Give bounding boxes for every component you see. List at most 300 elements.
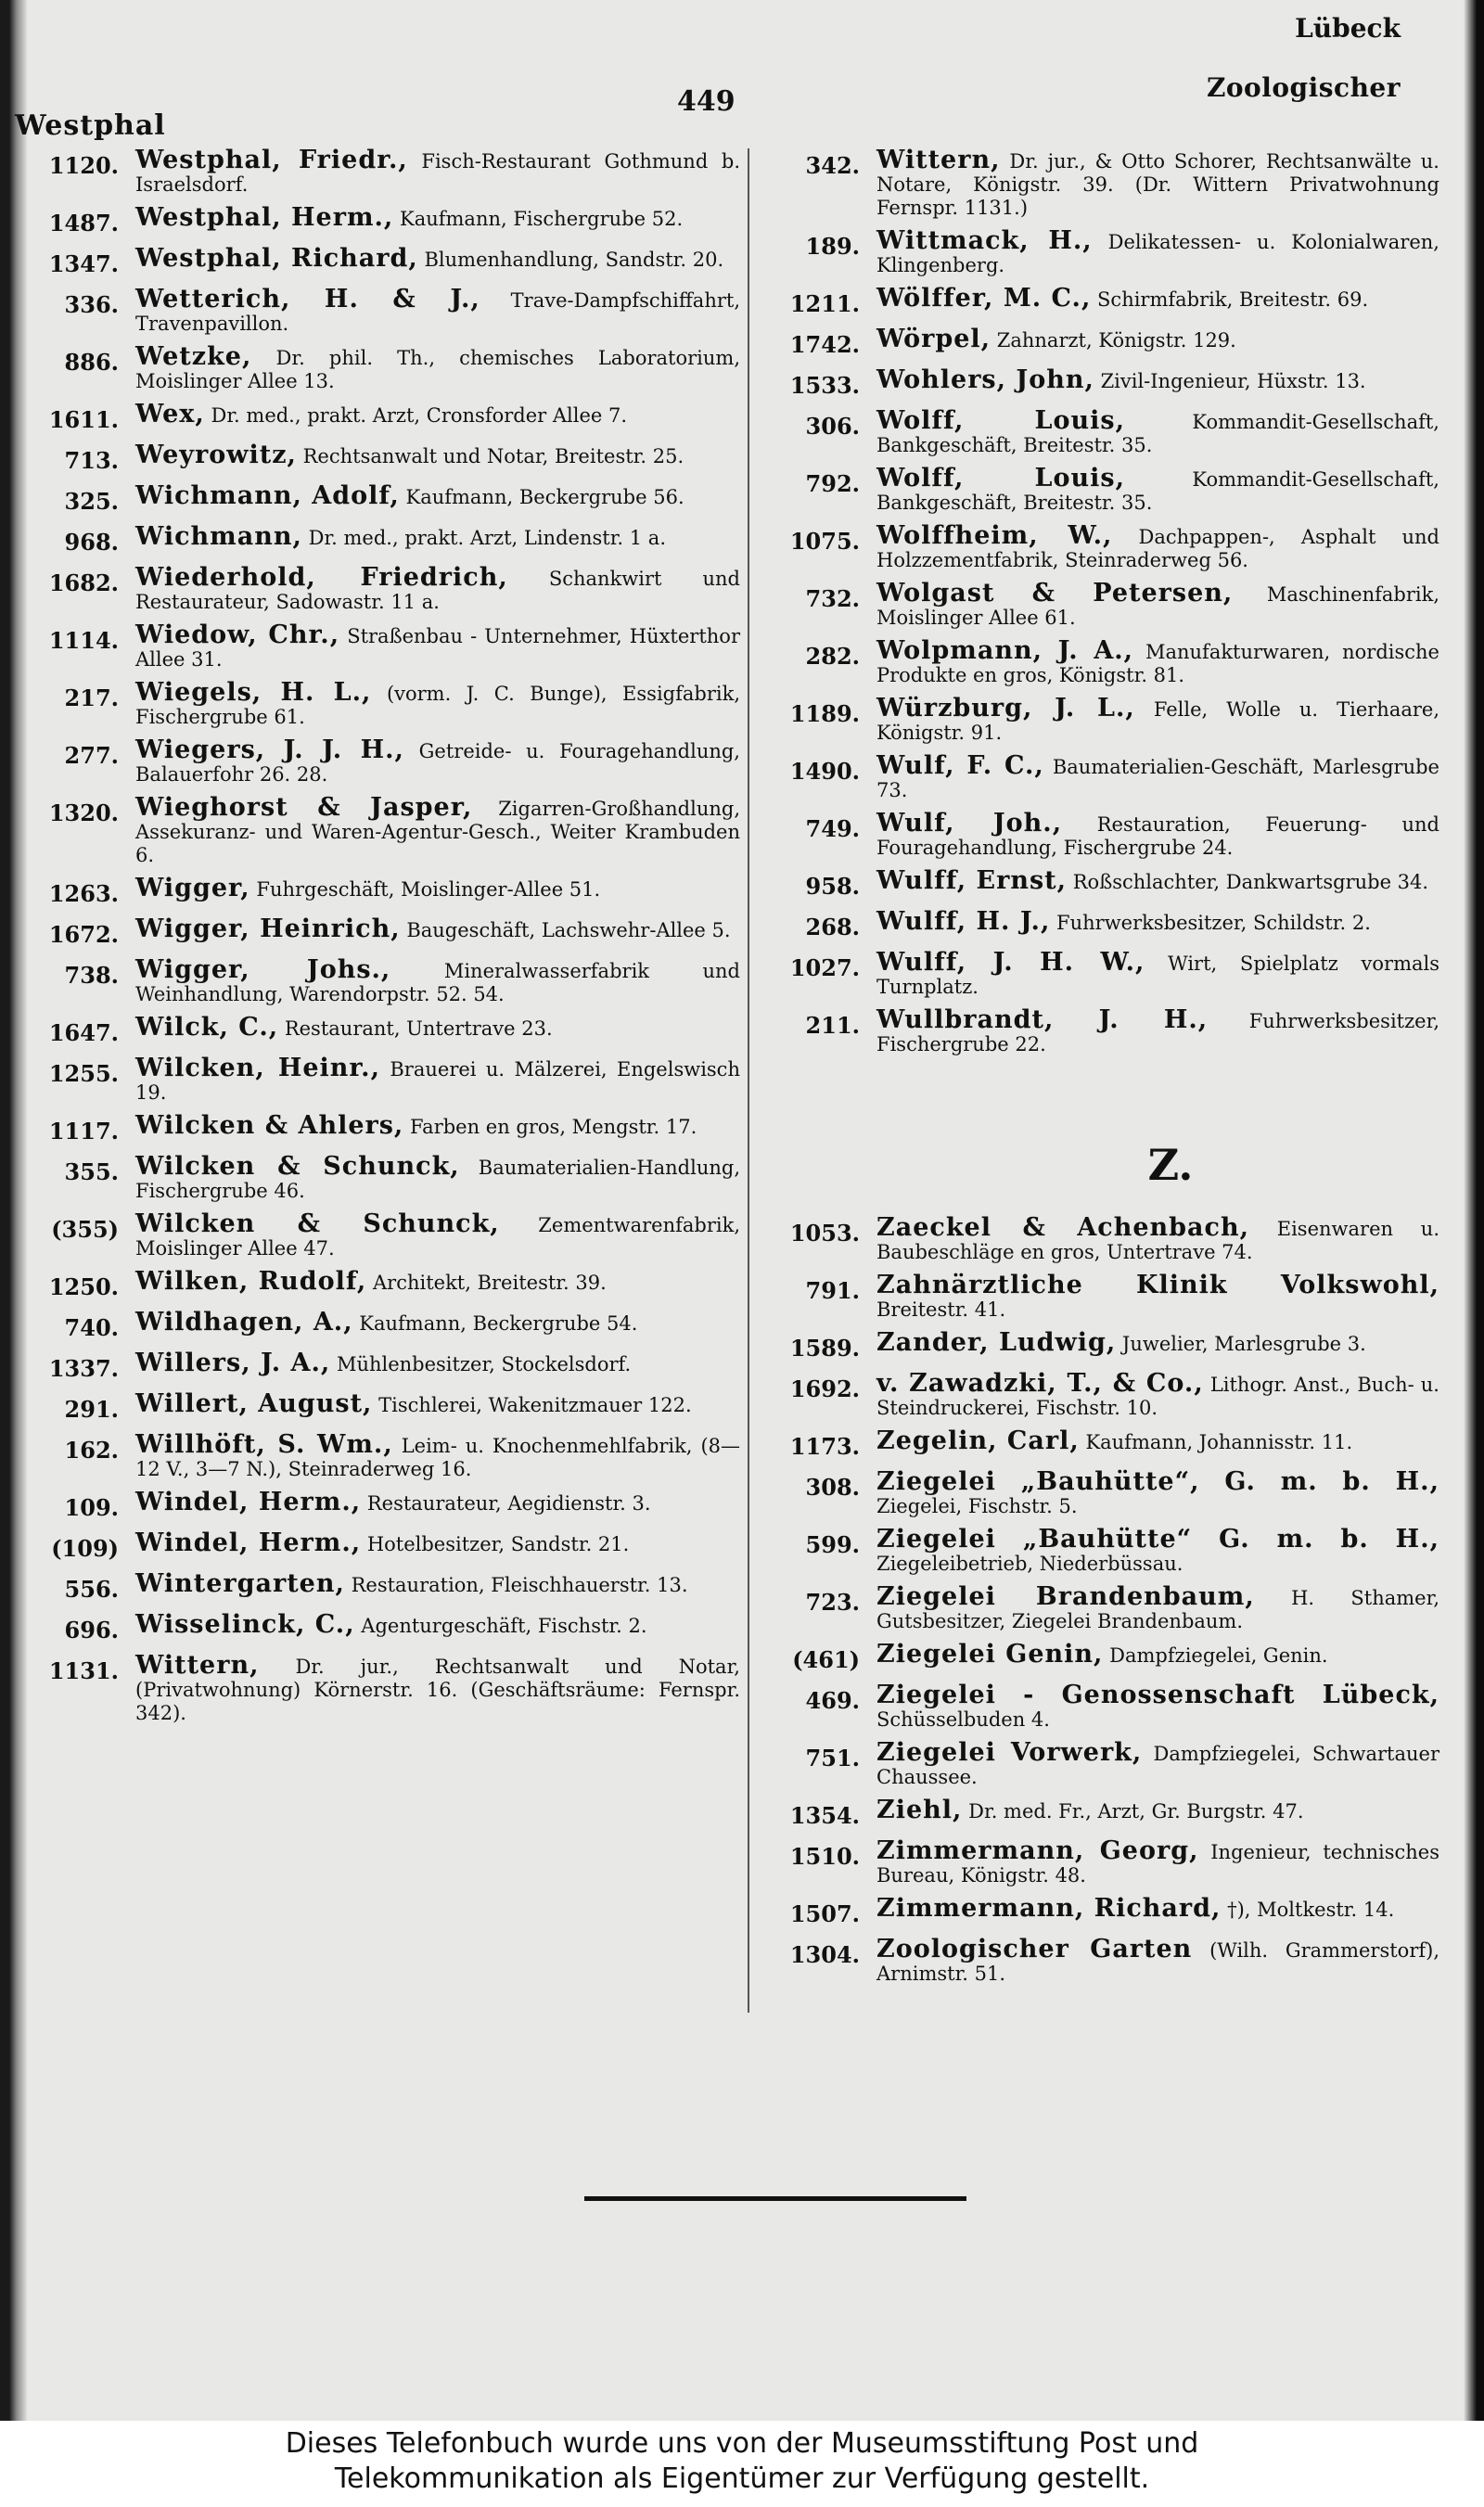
phone-number: 740. [64,1314,119,1341]
phone-number: 886. [64,349,119,376]
directory-entry [26,1430,740,1481]
entry-text [135,285,740,336]
entry-details: Zigarren-Großhandlung, Assekuranz- und Waren-Agentur-Gesch., Weiter Krambuden 6. [135,798,740,866]
entry-text [135,917,740,942]
entry-details: Baumaterialien-Geschäft, Marlesgrube 73. [876,756,1439,801]
phone-number: 1487. [48,210,119,237]
entry-name: Wisselinck, C., [135,1610,355,1639]
entry-details: Straßenbau - Unternehmer, Hüxterthor Allee 31. [135,625,740,671]
directory-entry [753,327,1439,359]
directory-entry [26,1152,740,1203]
entry-details: Delikatessen- u. Kolonialwaren, Klingenberg. [876,231,1439,276]
left-column [26,148,740,1734]
directory-entry [26,1569,740,1604]
entry-name: Wiegers, J. J. H., [135,735,404,764]
directory-entry [753,148,1439,220]
entry-name: Ziehl, [876,1796,963,1824]
phone-number: 109. [64,1494,119,1521]
entry-text [876,1273,1439,1322]
entry-name: Wohlers, John, [876,365,1094,394]
entry-text [876,1369,1439,1420]
entry-details: Schirmfabrik, Breitestr. 69. [1097,288,1369,311]
entry-details: Restauration, Fleischhauerstr. 13. [351,1574,688,1596]
entry-name: Wiedow, Chr., [135,620,340,649]
directory-entry [753,1582,1439,1633]
footer-notice [0,2421,1484,2507]
entry-name: Willers, J. A., [135,1349,331,1377]
entry-details: Fuhrwerksbesitzer, Fischergrube 22. [876,1010,1439,1055]
section-letter-z: Z. [1147,1140,1194,1190]
scan-edge-left [0,0,28,2421]
directory-entry [753,866,1439,901]
phone-number: 308. [805,1474,860,1501]
phone-number: 189. [805,233,860,260]
entry-name: Ziegelei „Bauhütte“, G. m. b. H., [876,1467,1439,1496]
entry-name: Ziegelei „Bauhütte“ G. m. b. H., [876,1525,1439,1554]
entry-text [135,522,740,551]
entry-text [135,1152,740,1203]
directory-entry [26,563,740,614]
entry-text [135,678,740,729]
directory-entry [26,620,740,672]
entry-text [135,244,740,273]
entry-text [135,1267,740,1296]
phone-number: 469. [805,1687,860,1714]
entry-details: Juwelier, Marlesgrube 3. [1121,1333,1366,1355]
right-column [753,148,1439,1995]
entry-details: Dampfziegelei, Schwartauer Chaussee. [876,1743,1439,1788]
entry-name: v. Zawadzki, T., & Co., [876,1369,1204,1398]
entry-text [876,1935,1439,1986]
directory-entry [26,1389,740,1424]
entry-text [876,1798,1439,1823]
entry-text [135,1111,740,1140]
entry-details: Manufakturwaren, nordische Produkte en gros, Königstr. 81. [876,641,1439,686]
entry-details: Breitestr. 41. [876,1298,1006,1321]
entry-text [876,1582,1439,1633]
phone-number: 1742. [789,331,860,358]
entry-text [135,1308,740,1337]
directory-entry [26,285,740,336]
entry-name: Zaeckel & Achenbach, [876,1213,1249,1242]
entry-name: Zimmermann, Georg, [876,1836,1199,1865]
entry-name: Ziegelei Brandenbaum, [876,1582,1255,1611]
entry-details: Ziegelei, Fischstr. 5. [876,1495,1078,1517]
directory-entry [26,342,740,393]
entry-name: Willert, August, [135,1389,373,1418]
entry-name: Wittern, [876,146,1001,174]
entry-name: Wulf, F. C., [876,751,1044,780]
entry-name: Wilcken & Schunck, [135,1152,460,1181]
directory-entry [26,481,740,516]
phone-number: 968. [64,529,119,556]
entry-name: Wulff, Ernst, [876,866,1068,895]
z-entries [753,1213,1439,1986]
phone-number: 791. [805,1277,860,1304]
phone-number: 1189. [789,700,860,727]
entry-name: Zander, Ludwig, [876,1328,1117,1357]
running-head-right: Zoologischer [1206,72,1401,103]
entry-name: Willhöft, S. Wm., [135,1430,393,1459]
entry-details: Rechtsanwalt und Notar, Breitestr. 25. [302,445,684,467]
column-divider [748,148,749,2013]
entry-details: Felle, Wolle u. Tierhaare, Königstr. 91. [876,698,1440,744]
entry-details: Brauerei u. Mälzerei, Engelswisch 19. [135,1058,740,1104]
entry-name: Wulf, Joh., [876,809,1063,838]
directory-entry [753,809,1439,860]
entry-text [876,948,1439,999]
phone-number: 738. [64,962,119,989]
phone-number: 1354. [789,1802,860,1829]
entry-name: Wolffheim, W., [876,521,1113,550]
entry-details: Dr. jur., Rechtsanwalt und Notar, (Privatwohnung) Körnerstr. 16. (Geschäftsräume: Fernspr. 342). [135,1656,740,1724]
entry-name: Wilken, Rudolf, [135,1267,367,1296]
phone-number: 1027. [789,954,860,981]
directory-entry [753,1467,1439,1518]
entry-details: Architekt, Breitestr. 39. [373,1272,607,1294]
entry-text [876,1836,1439,1887]
entry-text [876,1426,1439,1455]
directory-entry [753,1005,1439,1056]
directory-entry [753,464,1439,515]
directory-entry [26,443,740,475]
phone-number: 1682. [48,569,119,596]
entry-text [876,907,1439,936]
footer-line-1: Dieses Telefonbuch wurde uns von der Museumsstiftung Post und [285,2427,1199,2460]
directory-entry [26,1610,740,1644]
phone-number: 732. [805,585,860,612]
entry-text [876,1213,1439,1264]
phone-number: 1589. [789,1335,860,1362]
phone-number: 277. [64,742,119,769]
entry-details: Restaurant, Untertrave 23. [284,1017,553,1040]
entry-details: Restauration, Feuerung- und Fouragehandlung, Fischergrube 24. [876,813,1439,859]
entry-details: Dr. med., prakt. Arzt, Lindenstr. 1 a. [308,527,667,549]
entry-text [135,955,740,1006]
directory-entry [26,203,740,237]
phone-number: 1211. [789,290,860,317]
entry-text [135,443,740,468]
directory-entry [753,1640,1439,1674]
phone-number: 1490. [789,758,860,785]
entry-text [135,1056,740,1105]
entry-details: Blumenhandlung, Sandstr. 20. [424,249,724,271]
entry-details: Trave-Dampfschiffahrt, Travenpavillon. [135,289,740,335]
entry-details: (Wilh. Grammerstorf), Arnimstr. 51. [876,1939,1439,1985]
entry-text [876,1640,1439,1669]
phone-number: 217. [64,684,119,711]
directory-entry [26,955,740,1006]
entry-text [876,1525,1439,1576]
directory-entry [753,579,1439,630]
entry-name: Wittmack, H., [876,226,1093,255]
entry-text [135,1610,740,1639]
phone-number: 958. [805,873,860,900]
entry-details: Wirt, Spielplatz vormals Turnplatz. [876,953,1439,998]
entry-text [135,1531,740,1556]
entry-name: Wörpel, [876,325,991,353]
entry-text [876,464,1439,515]
entry-name: Wildhagen, A., [135,1308,353,1337]
directory-entry [753,521,1439,572]
entry-name: Wigger, [135,874,250,902]
entry-name: Würzburg, J. L., [876,694,1135,723]
entry-text [135,148,740,197]
entry-name: Wiegels, H. L., [135,678,372,707]
entry-name: Wintergarten, [135,1569,345,1598]
right-entries [753,148,1439,1056]
entry-details: Zivil-Ingenieur, Hüxstr. 13. [1100,370,1366,392]
phone-number: 713. [64,447,119,474]
entry-name: Wilcken & Ahlers, [135,1111,404,1140]
entry-name: Wieghorst & Jasper, [135,793,473,822]
entry-text [135,1490,740,1516]
entry-name: Wolff, Louis, [876,406,1125,435]
entry-details: Fisch-Restaurant Gothmund b. Israelsdorf. [135,150,740,196]
entry-name: Zimmermann, Richard, [876,1894,1222,1923]
directory-entry [26,1490,740,1522]
directory-entry [26,148,740,197]
phone-number: 1250. [48,1273,119,1300]
phone-number: 1131. [48,1657,119,1684]
entry-details: Lithogr. Anst., Buch- u. Steindruckerei, Fischstr. 10. [876,1374,1439,1419]
phone-number: 1263. [48,880,119,907]
entry-text [135,620,740,672]
entry-name: Westphal, Friedr., [135,146,408,174]
entry-details: Schankwirt und Restaurateur, Sadowastr. 11 a. [135,568,740,613]
phone-number: 282. [805,643,860,670]
entry-name: Ziegelei Genin, [876,1640,1104,1669]
directory-entry [753,284,1439,318]
entry-text [876,694,1440,745]
entry-text [135,203,740,232]
phone-number: 268. [805,914,860,940]
directory-entry [753,1935,1439,1986]
directory-entry [753,636,1439,687]
entry-details: Roßschlachter, Dankwartsgrube 34. [1072,871,1429,893]
entry-text [876,226,1439,277]
directory-entry [753,1273,1439,1322]
entry-text [876,1467,1439,1518]
entry-text [876,1328,1439,1357]
entry-text [876,636,1439,687]
entry-details: Dr. med. Fr., Arzt, Gr. Burgstr. 47. [968,1800,1304,1823]
footer-line-2: Telekommunikation als Eigentümer zur Verfügung gestellt. [334,2462,1150,2495]
directory-entry [26,917,740,949]
entry-name: Wex, [135,400,205,428]
entry-name: Wulff, H. J., [876,907,1051,936]
entry-details: †), Moltkestr. 14. [1227,1899,1395,1921]
phone-number: 342. [805,152,860,179]
end-rule [584,2196,966,2201]
entry-details: Mineralwasserfabrik und Weinhandlung, Warendorpstr. 52. 54. [135,960,740,1005]
entry-text [876,579,1439,630]
phone-number: 1255. [48,1060,119,1087]
entry-name: Wilcken & Schunck, [135,1209,500,1238]
entry-details: Kommandit-Gesellschaft, Bankgeschäft, Breitestr. 35. [876,468,1439,514]
entry-text [135,400,740,428]
entry-details: Kaufmann, Beckergrube 54. [359,1312,638,1335]
entry-name: Wolff, Louis, [876,464,1125,492]
entry-text [876,809,1439,860]
phone-number: 355. [64,1158,119,1185]
phone-number: 1117. [48,1118,119,1145]
entry-details: Tischlerei, Wakenitzmauer 122. [378,1394,692,1416]
phone-number: 792. [805,470,860,497]
directory-entry [753,1683,1439,1732]
phone-number: 723. [805,1589,860,1616]
phone-number: 1647. [48,1019,119,1046]
entry-details: Kaufmann, Johannisstr. 11. [1085,1431,1353,1453]
directory-entry [26,876,740,908]
phone-number: (109) [51,1535,119,1562]
phone-number: 1304. [789,1941,860,1968]
directory-entry [753,1894,1439,1928]
directory-entry [26,678,740,729]
entry-details: Dampfziegelei, Genin. [1109,1644,1328,1667]
directory-entry [26,735,740,787]
directory-entry [753,751,1439,802]
directory-entry [26,1308,740,1342]
entry-text [876,365,1439,394]
entry-text [135,342,740,393]
entry-name: Zahnärztliche Klinik Volkswohl, [876,1271,1439,1299]
entry-details: Hotelbesitzer, Sandstr. 21. [366,1533,630,1555]
directory-entry [753,1525,1439,1576]
entry-text [135,735,740,787]
entry-name: Zegelin, Carl, [876,1426,1080,1455]
entry-details: Dr. phil. Th., chemisches Laboratorium, Moislinger Allee 13. [135,347,740,392]
entry-details: Restaurateur, Aegidienstr. 3. [366,1492,651,1515]
entry-text [876,1738,1439,1789]
phone-number: 749. [805,815,860,842]
phone-number: 1347. [48,250,119,277]
page-number: 449 [677,85,736,118]
entry-text [876,1683,1439,1732]
directory-entry [26,1013,740,1047]
entry-details: Maschinenfabrik, Moislinger Allee 61. [876,583,1439,629]
entry-details: Baugeschäft, Lachswehr-Allee 5. [406,919,731,941]
phone-number: 306. [805,413,860,440]
phone-number: 1120. [48,152,119,179]
entry-details: Zementwarenfabrik, Moislinger Allee 47. [135,1214,740,1260]
entry-name: Wigger, Heinrich, [135,915,401,943]
directory-entry [26,400,740,434]
entry-text [876,866,1439,895]
running-head-city: Lübeck [1295,13,1401,44]
scan-edge-right [1464,0,1484,2421]
directory-entry [26,1267,740,1301]
entry-details: Schüsselbuden 4. [876,1708,1050,1731]
entry-name: Ziegelei Vorwerk, [876,1738,1143,1767]
directory-entry [753,226,1439,277]
directory-entry [26,1209,740,1260]
entry-details: Kaufmann, Beckergrube 56. [405,486,684,508]
directory-entry [753,1836,1439,1887]
entry-text [876,1005,1439,1056]
entry-name: Weyrowitz, [135,441,297,469]
phone-number: 1672. [48,921,119,948]
entry-name: Wolgast & Petersen, [876,579,1234,608]
phone-number: 1075. [789,528,860,555]
phone-number: 1173. [789,1433,860,1460]
entry-details: Dr. med., prakt. Arzt, Cronsforder Allee 7. [211,404,628,427]
entry-text [876,406,1439,457]
entry-name: Windel, Herm., [135,1529,362,1557]
directory-entry [26,522,740,556]
entry-text [876,284,1439,313]
phone-number: 1507. [789,1900,860,1927]
entry-text [135,1389,740,1418]
phone-number: 599. [805,1531,860,1558]
entry-name: Wullbrandt, J. H., [876,1005,1209,1034]
entry-text [135,563,740,614]
entry-details: Getreide- u. Fouragehandlung, Balauerfohr 26. 28. [135,740,740,786]
entry-details: Mühlenbesitzer, Stockelsdorf. [336,1353,632,1375]
entry-details: (vorm. J. C. Bunge), Essigfabrik, Fischergrube 61. [135,683,740,728]
directory-entry [753,1328,1439,1362]
phone-number: 336. [64,291,119,318]
directory-entry [753,1369,1439,1420]
entry-details: Dachpappen-, Asphalt und Holzzementfabrik, Steinraderweg 56. [876,526,1439,571]
directory-entry [753,1798,1439,1830]
entry-name: Zoologischer Garten [876,1935,1193,1963]
entry-name: Wiederhold, Friedrich, [135,563,508,592]
entry-name: Windel, Herm., [135,1488,362,1516]
entry-details: H. Sthamer, Gutsbesitzer, Ziegelei Brandenbaum. [876,1587,1439,1632]
entry-details: Farben en gros, Mengstr. 17. [410,1116,697,1138]
phone-number: (461) [792,1646,860,1673]
directory-entry [753,948,1439,999]
directory-entry [753,1426,1439,1461]
phone-number: 1053. [789,1220,860,1247]
entry-text [135,1651,740,1725]
directory-entry [753,365,1439,400]
directory-entry [26,1651,740,1725]
phone-number: 696. [64,1617,119,1644]
directory-entry [753,1213,1439,1264]
entry-details: Baumaterialien-Handlung, Fischergrube 46. [135,1157,740,1202]
entry-name: Ziegelei - Genossenschaft Lübeck, [876,1681,1439,1709]
entry-text [876,148,1439,220]
entry-name: Wetterich, H. & J., [135,285,480,313]
entry-name: Wittern, [135,1651,260,1680]
entry-details: Fuhrgeschäft, Moislinger-Allee 51. [256,878,601,901]
phone-number: 162. [64,1437,119,1464]
entry-text [135,481,740,510]
directory-entry [26,1111,740,1145]
entry-name: Wichmann, [135,522,302,551]
phone-number: 1533. [789,372,860,399]
entry-text [135,876,740,902]
phone-number: 291. [64,1396,119,1423]
entry-text [135,1209,740,1260]
entry-name: Wölffer, M. C., [876,284,1092,313]
phone-number: 1320. [48,799,119,826]
entry-text [135,1569,740,1598]
phone-number: 1692. [789,1375,860,1402]
entry-text [135,1430,740,1481]
entry-text [135,793,740,867]
entry-text [135,1351,740,1376]
entry-text [135,1013,740,1042]
phone-number: 1337. [48,1355,119,1382]
entry-name: Westphal, Herm., [135,203,394,232]
directory-entry [26,1531,740,1563]
entry-name: Westphal, Richard, [135,244,418,273]
entry-text [876,521,1439,572]
phone-number: 556. [64,1576,119,1603]
